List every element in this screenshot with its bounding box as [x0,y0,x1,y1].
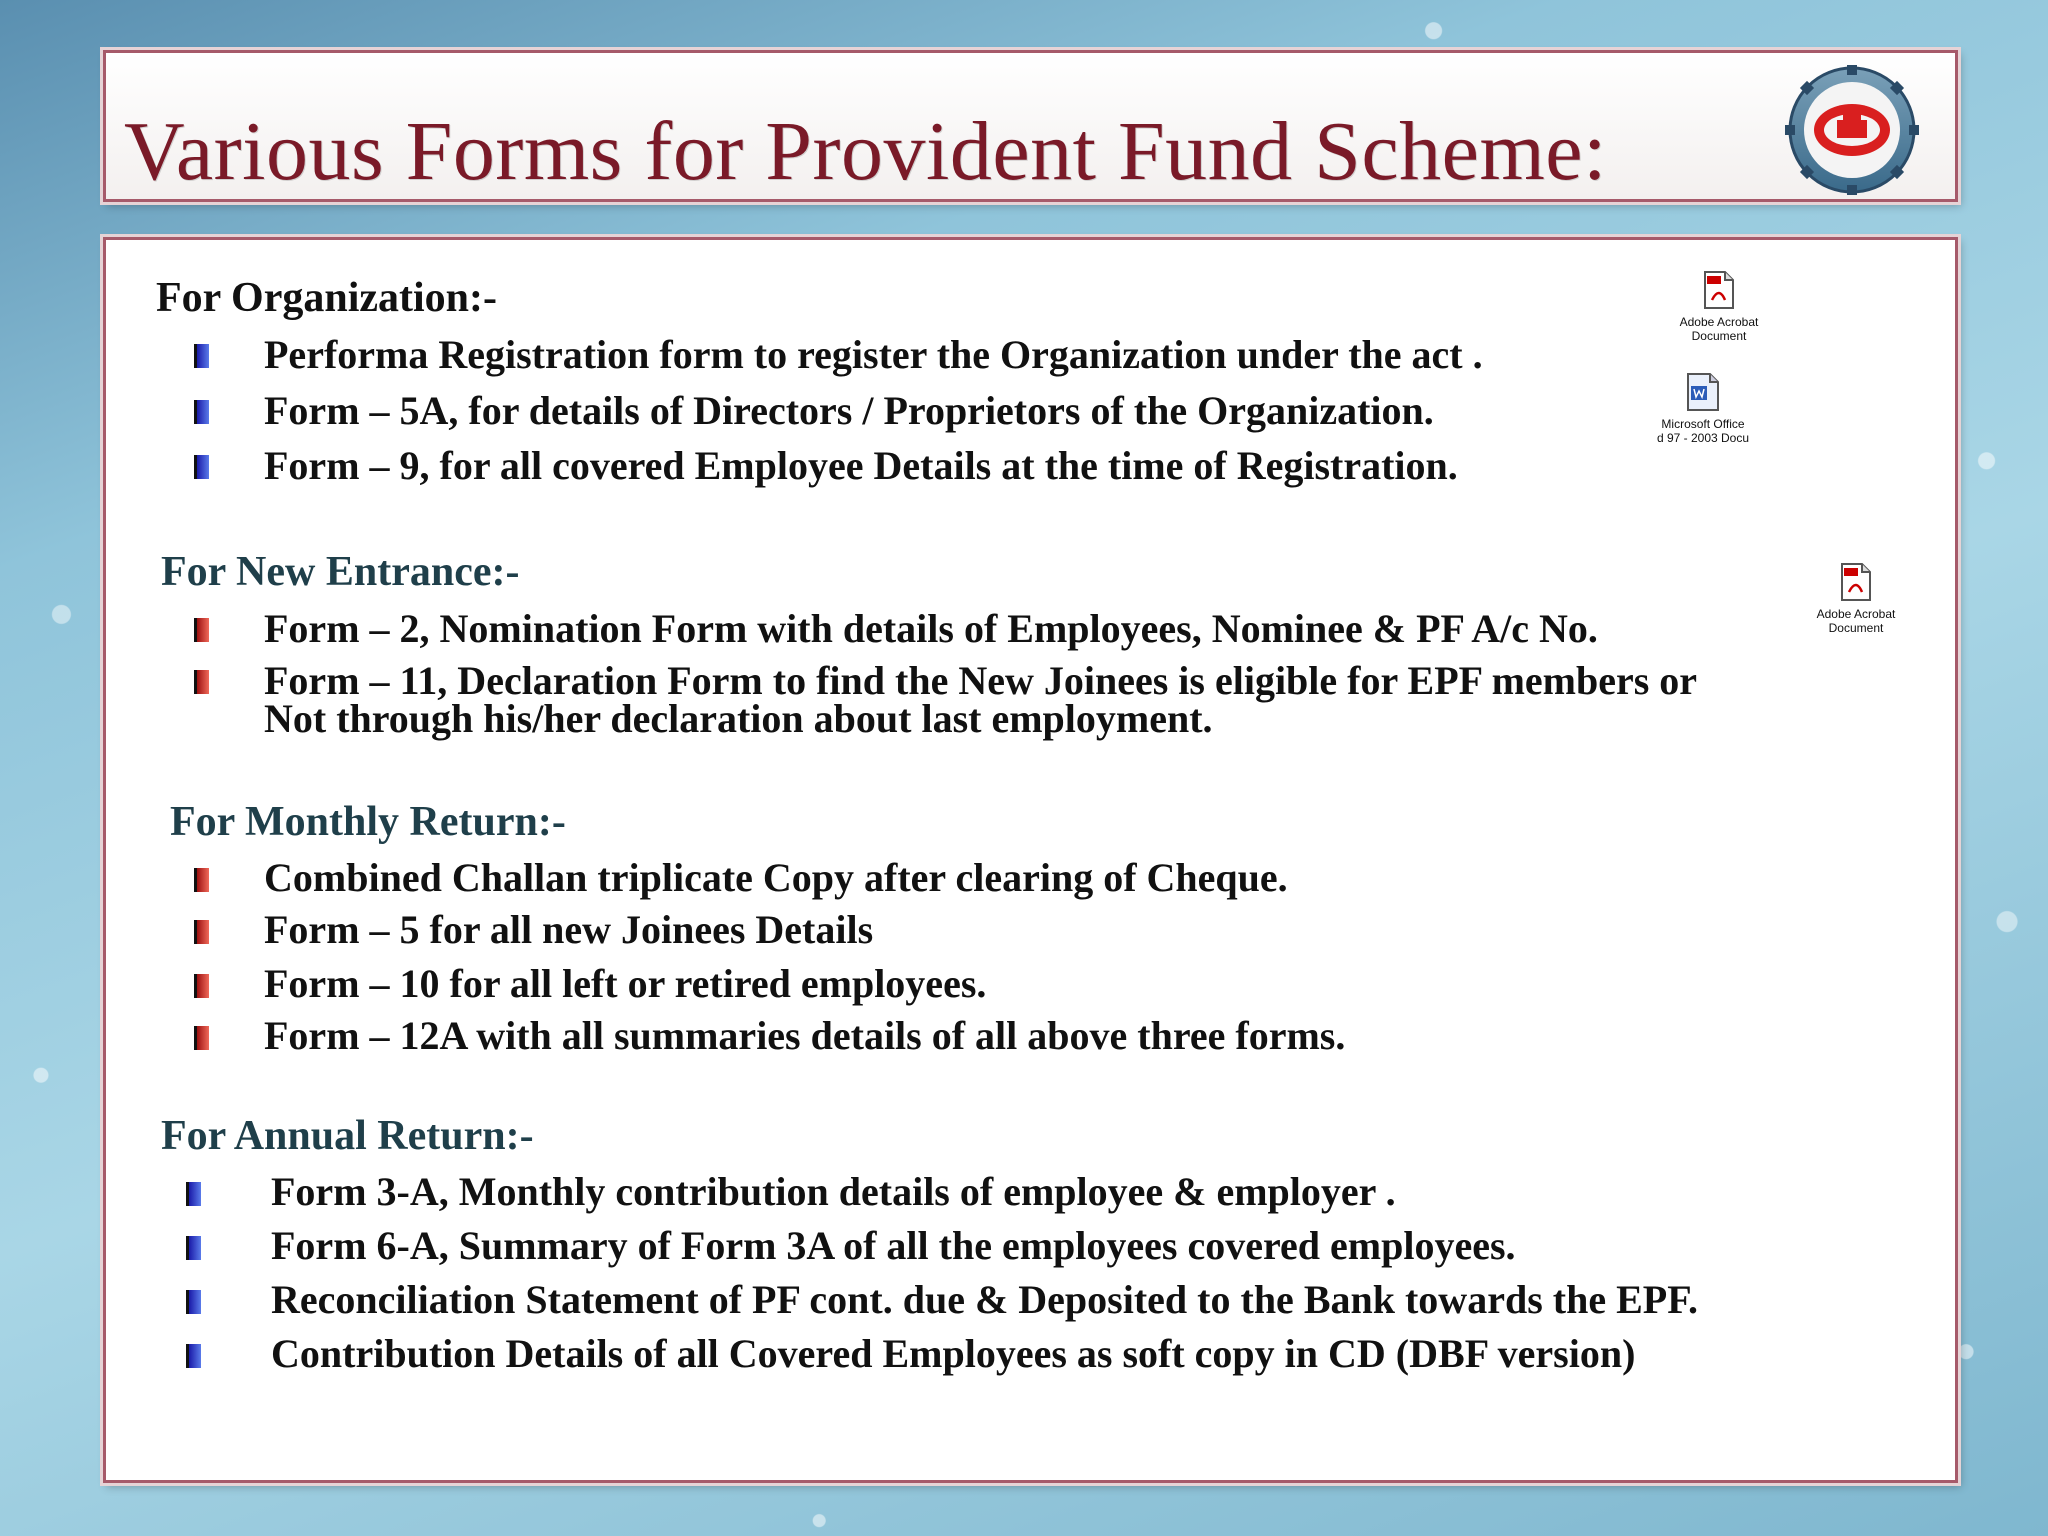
list-item: Performa Registration form to register the Organization under the act . [264,332,1483,377]
list-item: Form 6-A, Summary of Form 3A of all the employees covered employees. [271,1223,1516,1268]
bullet-icon [194,974,209,998]
bullet-icon [194,400,209,424]
list-item: Form 3-A, Monthly contribution details of employee & employer . [271,1169,1396,1214]
bullet-icon [194,344,209,368]
page-title: Various Forms for Provident Fund Scheme: [124,105,1607,198]
list-item: Contribution Details of all Covered Employees as soft copy in CD (DBF version) [271,1331,1636,1376]
list-item: Form – 11, Declaration Form to find the New Joinees is eligible for EPF members or [264,658,1698,703]
list-item: Form – 5A, for details of Directors / Proprietors of the Organization. [264,388,1434,433]
bullet-icon [186,1344,201,1368]
bullet-icon [186,1182,201,1206]
bullet-icon [194,618,209,642]
pdf-file-icon [1703,270,1735,310]
list-item: Combined Challan triplicate Copy after clearing of Cheque. [264,855,1288,900]
epfo-emblem-icon [1757,65,1947,195]
section-heading-organization: For Organization:- [156,275,498,321]
embedded-pdf-document[interactable] [1664,270,1774,343]
bullet-icon [194,455,209,479]
file-label: Microsoft Office [1661,417,1745,431]
embedded-word-document[interactable] [1638,372,1768,445]
section-heading-annual-return: For Annual Return:- [161,1113,534,1159]
section-heading-new-entrance: For New Entrance:- [161,549,520,595]
title-banner [103,50,1958,202]
list-item: Form – 10 for all left or retired employees. [264,961,987,1006]
list-item: Form – 12A with all summaries details of all above three forms. [264,1013,1346,1058]
list-item: Form – 2, Nomination Form with details of Employees, Nominee & PF A/c No. [264,606,1598,651]
bullet-icon [194,868,209,892]
word-file-icon [1686,372,1720,412]
list-item: Form – 5 for all new Joinees Details [264,907,874,952]
embedded-pdf-document[interactable] [1801,562,1911,635]
file-label: Document [1828,621,1884,635]
pdf-file-icon [1840,562,1872,602]
bullet-icon [194,670,209,694]
file-label: d 97 - 2003 Docu [1656,431,1750,445]
bullet-icon [194,920,209,944]
bullet-icon [186,1236,201,1260]
section-heading-monthly-return: For Monthly Return:- [170,799,566,845]
list-item: Form – 9, for all covered Employee Details at the time of Registration. [264,443,1458,488]
list-item: Reconciliation Statement of PF cont. due & Deposited to the Bank towards the EPF. [271,1277,1698,1322]
bullet-icon [186,1290,201,1314]
file-label: Adobe Acrobat [1816,607,1896,621]
bullet-icon [194,1026,209,1050]
file-label: Document [1691,329,1747,343]
file-label: Adobe Acrobat [1679,315,1759,329]
list-item-continuation: Not through his/her declaration about last employment. [264,696,1213,741]
content-panel [103,237,1958,1483]
